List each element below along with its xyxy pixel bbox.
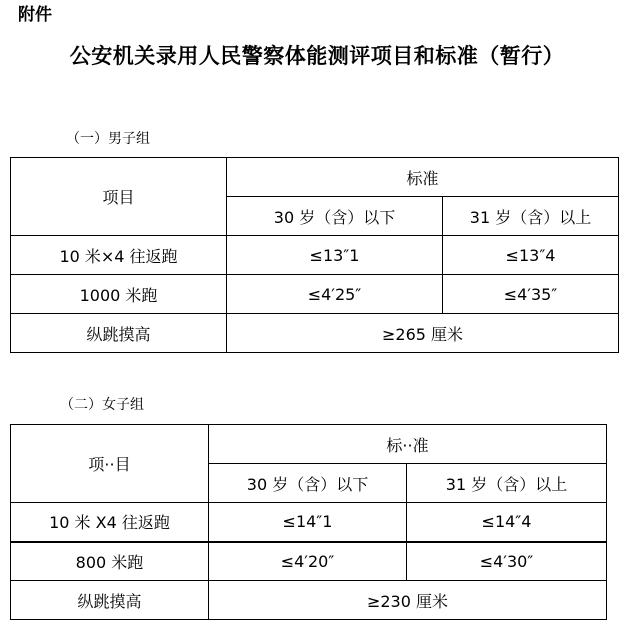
table-row [11,236,619,275]
item-cell: 800 米跑 [11,542,209,581]
document-title: 公安机关录用人民警察体能测评项目和标准（暂行） [69,44,565,68]
female-standards-table [10,424,607,620]
female-section-label: （二）女子组 [60,397,144,413]
table-row [11,314,619,353]
value-cell: ≤13″1 [227,236,443,275]
value-cell: ≤13″4 [443,236,619,275]
table-row [11,425,607,464]
table-row [11,158,619,197]
table-row [11,503,607,542]
table-row [11,275,619,314]
header-age-a-cell: 30 岁（含）以下 [209,464,407,503]
item-cell: 纵跳摸高 [11,314,227,353]
value-cell: ≤4′30″ [407,542,607,581]
value-cell: ≤14″4 [407,503,607,542]
header-age-a-cell: 30 岁（含）以下 [227,197,443,236]
header-item-cell: 项目 [11,158,227,236]
header-standard-cell: 标··准 [209,425,607,464]
value-cell: ≤4′35″ [443,275,619,314]
header-age-b-cell: 31 岁（含）以上 [443,197,619,236]
male-standards-table [10,157,619,353]
header-age-b-cell: 31 岁（含）以上 [407,464,607,503]
item-cell: 纵跳摸高 [11,581,209,620]
header-standard-cell: 标准 [227,158,619,197]
male-section-label: （一）男子组 [66,131,150,147]
attachment-label: 附件 [18,5,52,25]
item-cell: 10 米×4 往返跑 [11,236,227,275]
item-cell: 10 米 X4 往返跑 [11,503,209,542]
value-cell: ≤4′20″ [209,542,407,581]
value-cell: ≤4′25″ [227,275,443,314]
header-item-cell: 项··目 [11,425,209,503]
table-row [11,542,607,581]
table-row [11,581,607,620]
merged-value-cell: ≥265 厘米 [227,314,619,353]
merged-value-cell: ≥230 厘米 [209,581,607,620]
item-cell: 1000 米跑 [11,275,227,314]
value-cell: ≤14″1 [209,503,407,542]
